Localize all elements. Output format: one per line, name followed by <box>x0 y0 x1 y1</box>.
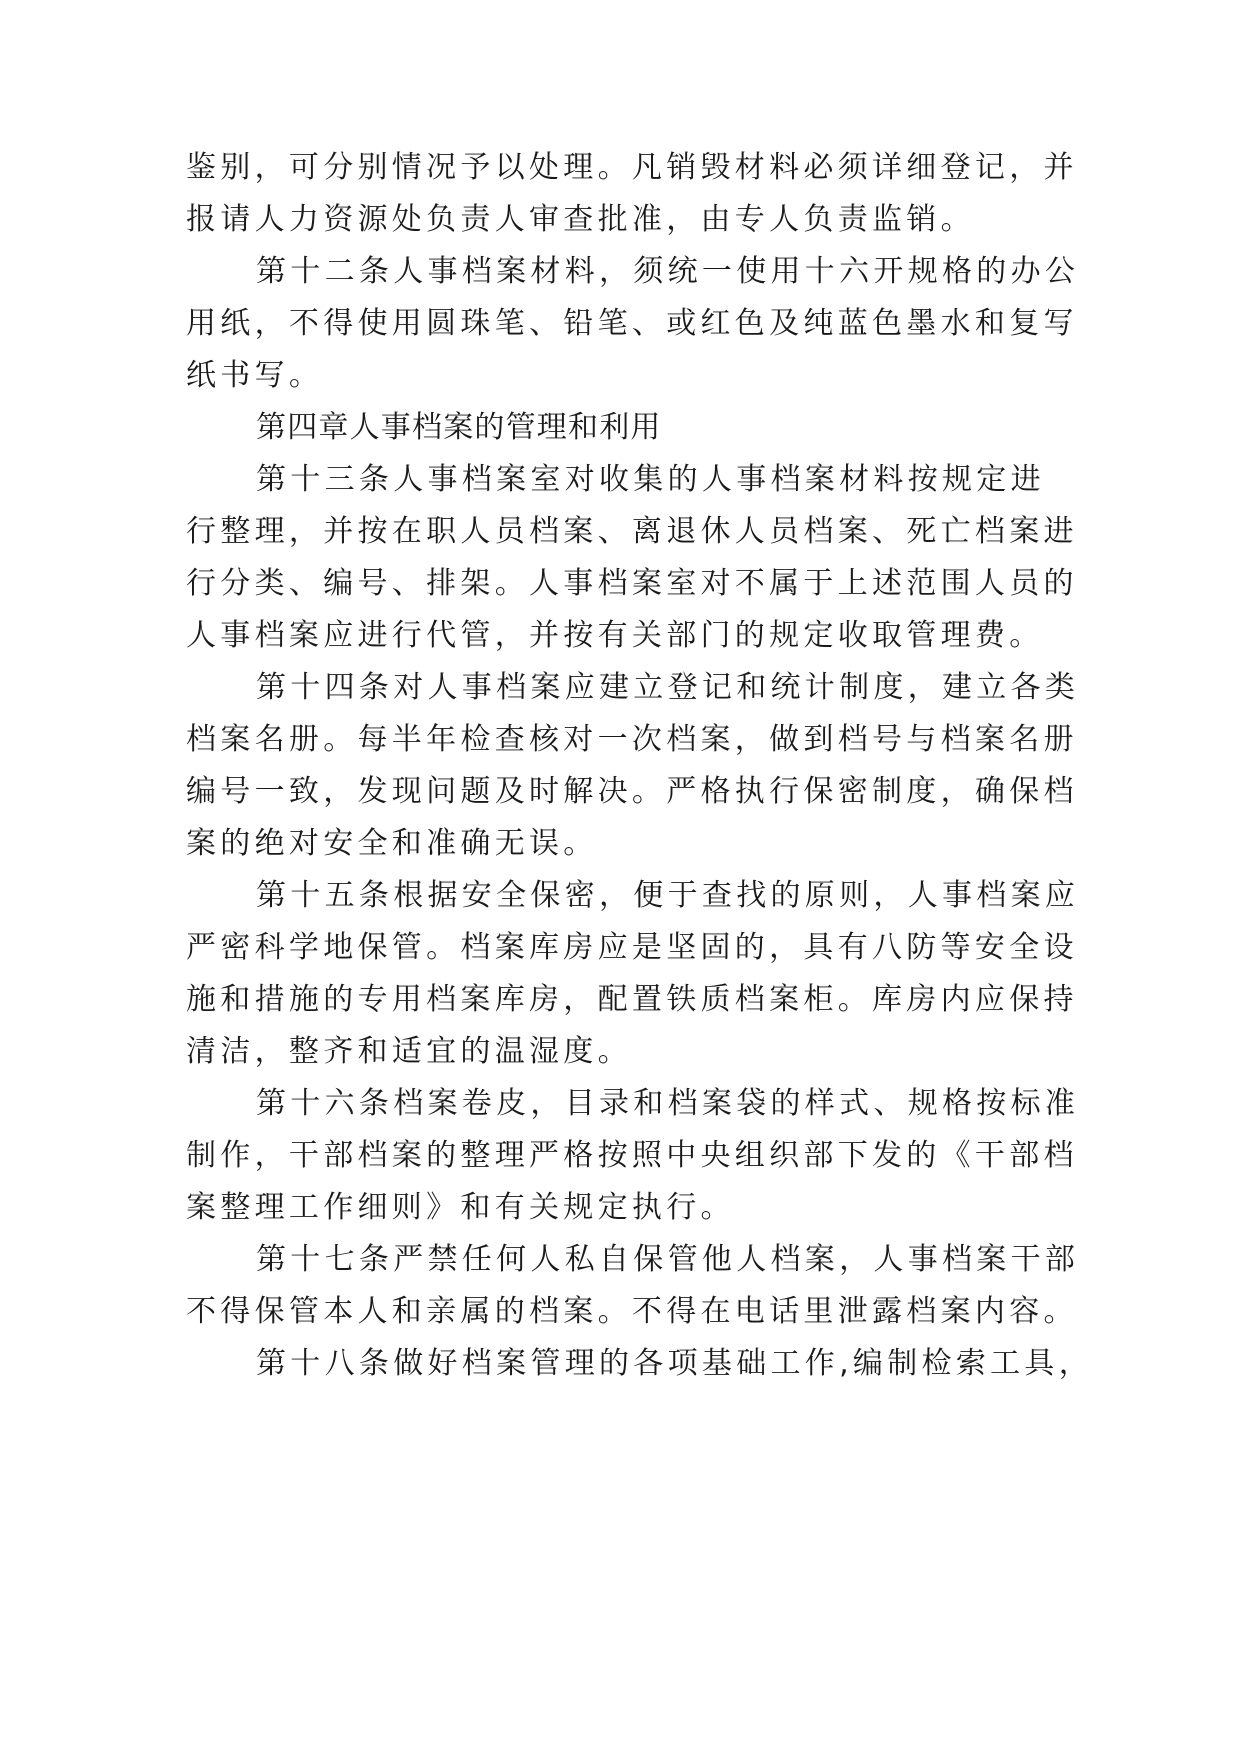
body-text-line: 不得保管本人和亲属的档案。不得在电话里泄露档案内容。 <box>186 1294 1078 1329</box>
body-text-line: 清洁，整齐和适宜的温湿度。 <box>186 1034 632 1069</box>
article-14-first-line: 第十四条对人事档案应建立登记和统计制度，建立各类 <box>256 670 1080 705</box>
body-text-line: 严密科学地保管。档案库房应是坚固的，具有八防等安全设 <box>186 930 1078 965</box>
body-text-line: 鉴别，可分别情况予以处理。凡销毁材料必须详细登记，并 <box>186 150 1078 185</box>
body-text-line: 用纸，不得使用圆珠笔、铅笔、或红色及纯蓝色墨水和复写 <box>186 306 1078 341</box>
article-18-first-line: 第十八条做好档案管理的各项基础工作,编制检索工具， <box>256 1346 1094 1381</box>
article-16-first-line: 第十六条档案卷皮，目录和档案袋的样式、规格按标准 <box>256 1086 1080 1121</box>
body-text-line: 施和措施的专用档案库房，配置铁质档案柜。库房内应保持 <box>186 982 1078 1017</box>
body-text-line: 档案名册。每半年检查核对一次档案，做到档号与档案名册 <box>186 722 1078 757</box>
article-13-first-line: 第十三条人事档案室对收集的人事档案材料按规定进 <box>256 462 1045 497</box>
body-text-line: 编号一致，发现问题及时解决。严格执行保密制度，确保档 <box>186 774 1078 809</box>
body-text-line: 行整理，并按在职人员档案、离退休人员档案、死亡档案进 <box>186 514 1078 549</box>
body-text-line: 制作，干部档案的整理严格按照中央组织部下发的《干部档 <box>186 1138 1078 1173</box>
body-text-line: 报请人力资源处负责人审查批准，由专人负责监销。 <box>186 202 975 237</box>
body-text-line: 人事档案应进行代管，并按有关部门的规定收取管理费。 <box>186 618 1044 653</box>
article-12-first-line: 第十二条人事档案材料，须统一使用十六开规格的办公 <box>256 254 1080 289</box>
body-text-line: 案整理工作细则》和有关规定执行。 <box>186 1190 735 1225</box>
body-text-line: 案的绝对安全和准确无误。 <box>186 826 598 861</box>
chapter-heading: 第四章人事档案的管理和利用 <box>256 410 662 445</box>
body-text-line: 行分类、编号、排架。人事档案室对不属于上述范围人员的 <box>186 566 1078 601</box>
body-text-line: 纸书写。 <box>186 358 324 393</box>
article-17-first-line: 第十七条严禁任何人私自保管他人档案，人事档案干部 <box>256 1242 1080 1277</box>
article-15-first-line: 第十五条根据安全保密，便于查找的原则，人事档案应 <box>256 878 1080 913</box>
